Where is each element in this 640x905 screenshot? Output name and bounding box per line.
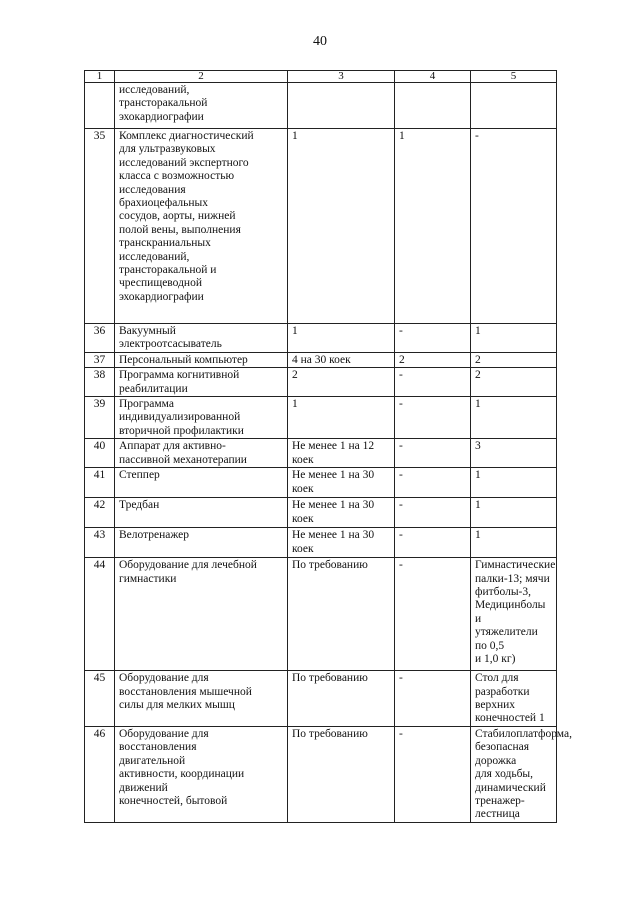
column-header: 2 — [115, 71, 288, 83]
row-number-cell — [85, 83, 115, 129]
column-5-cell: 2 — [471, 352, 557, 367]
table-row — [85, 498, 557, 528]
row-number-cell: 39 — [85, 397, 115, 439]
column-4-cell: - — [395, 558, 471, 671]
column-5-cell — [471, 83, 557, 129]
quantity-cell: 4 на 30 коек — [288, 352, 395, 367]
table-row — [85, 528, 557, 558]
quantity-cell: Не менее 1 на 30 коек — [288, 528, 395, 558]
column-header: 3 — [288, 71, 395, 83]
table-row — [85, 439, 557, 468]
column-5-cell: Стабилоплатформа, безопасная дорожка для ходьбы, динамический тренажер-лестница — [471, 726, 557, 822]
table-row — [85, 324, 557, 353]
table-row — [85, 726, 557, 822]
table-header-row — [85, 71, 557, 83]
equipment-name-cell: Программа когнитивной реабилитации — [115, 368, 288, 397]
column-5-cell: 1 — [471, 397, 557, 439]
column-4-cell — [395, 83, 471, 129]
column-header: 5 — [471, 71, 557, 83]
quantity-cell — [288, 83, 395, 129]
equipment-name-cell: Персональный компьютер — [115, 352, 288, 367]
row-number-cell: 44 — [85, 558, 115, 671]
column-5-cell: Стол для разработки верхних конечностей 1 — [471, 671, 557, 727]
column-4-cell: - — [395, 726, 471, 822]
column-4-cell: - — [395, 439, 471, 468]
equipment-name-cell: Тредбан — [115, 498, 288, 528]
column-4-cell: 2 — [395, 352, 471, 367]
column-5-cell: Гимнастические палки-13; мячи фитболы-3, Медицинболы и утяжелители по 0,5 и 1,0 кг) — [471, 558, 557, 671]
column-5-cell: 1 — [471, 324, 557, 353]
row-number-cell: 36 — [85, 324, 115, 353]
column-4-cell: - — [395, 368, 471, 397]
table-row — [85, 671, 557, 727]
table-row — [85, 397, 557, 439]
equipment-table — [84, 70, 572, 823]
table-body — [85, 83, 572, 823]
equipment-name-cell: Степпер — [115, 468, 288, 498]
quantity-cell: 1 — [288, 129, 395, 324]
row-number-cell: 43 — [85, 528, 115, 558]
column-4-cell: - — [395, 468, 471, 498]
column-5-cell: 2 — [471, 368, 557, 397]
equipment-name-cell: Комплекс диагностический для ультразвуковых исследований экспертного класса с возможностью исследования брахиоцефальных сосудов, аорты, нижней полой вены, выполнения транскраниальных исследований, трансторакальной и чреспищеводной эхокардиографии — [115, 129, 288, 324]
row-number-cell: 40 — [85, 439, 115, 468]
quantity-cell: 1 — [288, 397, 395, 439]
quantity-cell: Не менее 1 на 30 коек — [288, 498, 395, 528]
column-5-cell: 1 — [471, 498, 557, 528]
table-row — [85, 129, 557, 324]
quantity-cell: 1 — [288, 324, 395, 353]
equipment-name-cell: Оборудование для восстановления двигательной активности, координации движений конечностей, бытовой — [115, 726, 288, 822]
row-number-cell: 41 — [85, 468, 115, 498]
column-5-cell: 1 — [471, 468, 557, 498]
quantity-cell: По требованию — [288, 726, 395, 822]
equipment-name-cell: исследований, трансторакальной эхокардиографии — [115, 83, 288, 129]
quantity-cell: Не менее 1 на 30 коек — [288, 468, 395, 498]
table-row — [85, 368, 557, 397]
equipment-name-cell: Велотренажер — [115, 528, 288, 558]
quantity-cell: По требованию — [288, 558, 395, 671]
row-number-cell: 35 — [85, 129, 115, 324]
table-row — [85, 558, 557, 671]
row-number-cell: 46 — [85, 726, 115, 822]
page-number: 40 — [313, 34, 327, 49]
quantity-cell: 2 — [288, 368, 395, 397]
column-4-cell: - — [395, 671, 471, 727]
column-4-cell: - — [395, 498, 471, 528]
equipment-name-cell: Программа индивидуализированной вторичной профилактики — [115, 397, 288, 439]
equipment-name-cell: Аппарат для активно- пассивной механотерапии — [115, 439, 288, 468]
table-row — [85, 352, 557, 367]
equipment-name-cell: Оборудование для лечебной гимнастики — [115, 558, 288, 671]
row-number-cell: 38 — [85, 368, 115, 397]
column-header: 4 — [395, 71, 471, 83]
row-number-cell: 45 — [85, 671, 115, 727]
column-5-cell: - — [471, 129, 557, 324]
quantity-cell: По требованию — [288, 671, 395, 727]
column-4-cell: - — [395, 528, 471, 558]
equipment-name-cell: Оборудование для восстановления мышечной силы для мелких мышц — [115, 671, 288, 727]
row-number-cell: 42 — [85, 498, 115, 528]
column-header: 1 — [85, 71, 115, 83]
table-row — [85, 83, 557, 129]
table-row — [85, 468, 557, 498]
column-4-cell: - — [395, 397, 471, 439]
column-5-cell: 1 — [471, 528, 557, 558]
quantity-cell: Не менее 1 на 12 коек — [288, 439, 395, 468]
column-4-cell: 1 — [395, 129, 471, 324]
equipment-name-cell: Вакуумный электроотсасыватель — [115, 324, 288, 353]
column-5-cell: 3 — [471, 439, 557, 468]
row-number-cell: 37 — [85, 352, 115, 367]
column-4-cell: - — [395, 324, 471, 353]
